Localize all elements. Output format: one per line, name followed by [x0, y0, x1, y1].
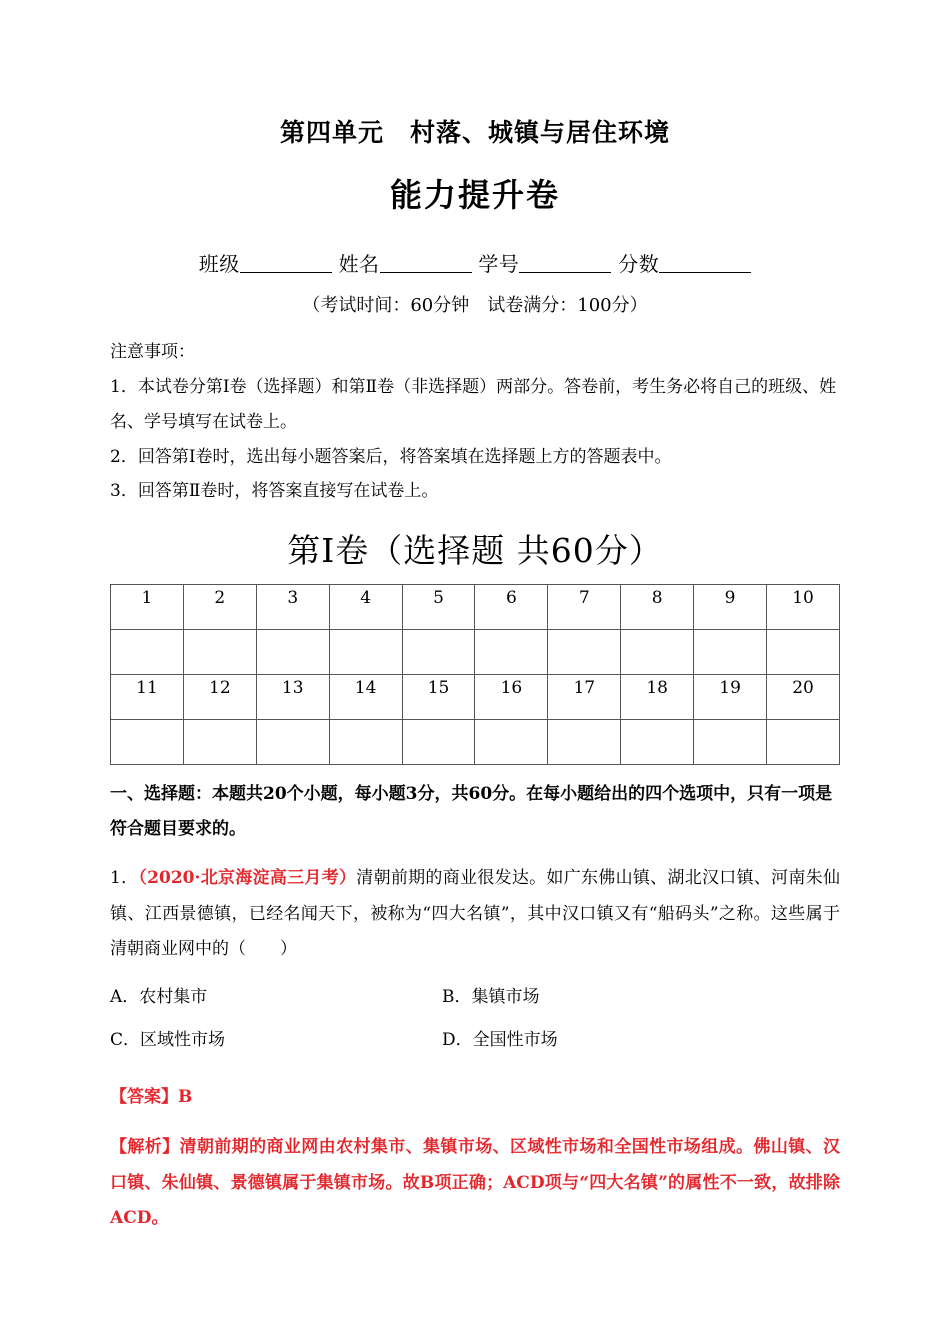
question-1: [110, 861, 840, 968]
question-1-number: 1．: [110, 867, 139, 888]
option-b[interactable]: B．集镇市场: [442, 986, 540, 1007]
notes-section: [110, 335, 840, 509]
table-cell-number: 4: [329, 585, 402, 630]
table-cell-number: 5: [402, 585, 475, 630]
question-1-stem: 清朝前期的商业很发达。如广东佛山镇、湖北汉口镇、河南朱仙镇、江西景德镇，已经名闻天下，被称为“四大名镇”，其中汉口镇又有“船码头”之称。这些属于清朝商业网中的（ ）: [110, 867, 841, 960]
table-row-answers-11-20: [111, 720, 840, 765]
table-cell-answer[interactable]: [694, 630, 767, 675]
option-c[interactable]: C．区域性市场: [110, 1030, 226, 1051]
table-cell-number: 3: [256, 585, 329, 630]
option-row-cd: [110, 1027, 840, 1054]
class-blank[interactable]: [240, 251, 332, 273]
option-row-ab: [110, 984, 840, 1011]
table-cell-answer[interactable]: [329, 720, 402, 765]
question-1-analysis: 【解析】清朝前期的商业网由农村集市、集镇市场、区域性市场和全国性市场组成。佛山镇、汉口镇、朱仙镇、景德镇属于集镇市场。故B项正确；ACD项与“四大名镇”的属性不一致，故排除ACD。: [110, 1137, 840, 1229]
table-cell-answer[interactable]: [111, 720, 184, 765]
class-label: 班级: [198, 252, 240, 276]
table-cell-answer[interactable]: [256, 630, 329, 675]
table-cell-answer[interactable]: [183, 630, 256, 675]
table-cell-answer[interactable]: [475, 630, 548, 675]
table-cell-answer[interactable]: [402, 720, 475, 765]
table-cell-number: 12: [183, 675, 256, 720]
option-a[interactable]: A．农村集市: [110, 986, 208, 1007]
table-cell-number: 11: [111, 675, 184, 720]
section-heading: 第Ⅰ卷（选择题 共60分）: [287, 531, 663, 571]
student-info-line: [110, 248, 840, 277]
notes-heading: 注意事项：: [110, 342, 195, 362]
table-cell-answer[interactable]: [256, 720, 329, 765]
part-one-intro: 一、选择题：本题共20个小题，每小题3分，共60分。在每小题给出的四个选项中，只有一项是符合题目要求的。: [110, 784, 833, 840]
name-blank[interactable]: [380, 251, 472, 273]
student-id-blank[interactable]: [519, 251, 611, 273]
score-label: 分数: [618, 252, 660, 276]
table-cell-answer[interactable]: [694, 720, 767, 765]
page-subtitle: 能力提升卷: [389, 177, 560, 213]
note-item-1: 1．本试卷分第Ⅰ卷（选择题）和第Ⅱ卷（非选择题）两部分。答卷前，考生务必将自己的班级、姓名、学号填写在试卷上。: [110, 376, 837, 432]
table-cell-answer[interactable]: [548, 630, 621, 675]
table-cell-number: 13: [256, 675, 329, 720]
option-d[interactable]: D．全国性市场: [442, 1030, 558, 1051]
table-cell-answer[interactable]: [183, 720, 256, 765]
table-cell-number: 14: [329, 675, 402, 720]
table-cell-number: 1: [111, 585, 184, 630]
table-cell-answer[interactable]: [111, 630, 184, 675]
table-cell-number: 10: [767, 585, 840, 630]
page-title: 第四单元 村落、城镇与居住环境: [279, 119, 670, 147]
name-label: 姓名: [338, 252, 380, 276]
table-row-numbers-1-10: [111, 585, 840, 630]
table-cell-answer[interactable]: [621, 720, 694, 765]
note-item-2: 2．回答第Ⅰ卷时，选出每小题答案后，将答案填在选择题上方的答题表中。: [110, 446, 672, 467]
table-cell-number: 7: [548, 585, 621, 630]
table-cell-number: 2: [183, 585, 256, 630]
table-cell-number: 6: [475, 585, 548, 630]
table-cell-number: 17: [548, 675, 621, 720]
table-cell-answer[interactable]: [548, 720, 621, 765]
table-cell-number: 20: [767, 675, 840, 720]
table-cell-answer[interactable]: [329, 630, 402, 675]
table-cell-answer[interactable]: [475, 720, 548, 765]
table-cell-number: 16: [475, 675, 548, 720]
answer-sheet-table: [110, 584, 840, 765]
table-cell-number: 8: [621, 585, 694, 630]
table-cell-answer[interactable]: [621, 630, 694, 675]
note-item-3: 3．回答第Ⅱ卷时，将答案直接写在试卷上。: [110, 481, 439, 502]
table-cell-number: 9: [694, 585, 767, 630]
table-cell-number: 15: [402, 675, 475, 720]
table-cell-answer[interactable]: [402, 630, 475, 675]
table-cell-number: 19: [694, 675, 767, 720]
table-cell-answer[interactable]: [767, 720, 840, 765]
table-row-answers-1-10: [111, 630, 840, 675]
exam-meta: （考试时间：60分钟 试卷满分：100分）: [302, 295, 648, 316]
student-id-label: 学号: [478, 252, 520, 276]
table-cell-number: 18: [621, 675, 694, 720]
table-cell-answer[interactable]: [767, 630, 840, 675]
question-1-options: [110, 984, 840, 1054]
question-1-answer: 【答案】B: [110, 1087, 193, 1108]
question-1-source: （2020·北京海淀高三月考）: [138, 867, 357, 888]
table-row-numbers-11-20: [111, 675, 840, 720]
score-blank[interactable]: [659, 251, 751, 273]
